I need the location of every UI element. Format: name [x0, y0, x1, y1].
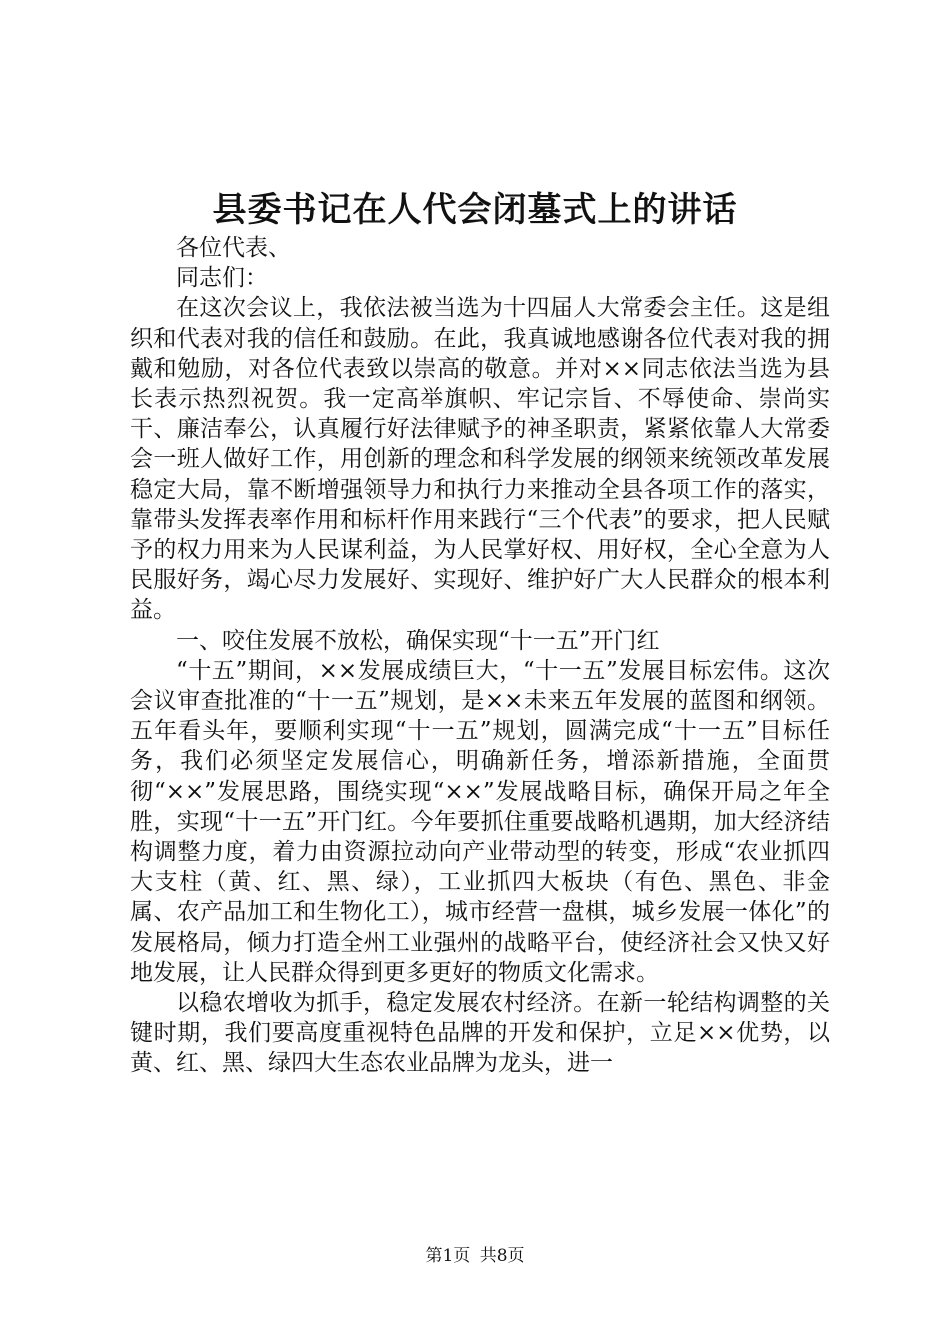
document-body	[130, 233, 830, 1079]
salutation-line-1: 各位代表、	[176, 235, 291, 261]
page-footer	[0, 1244, 950, 1268]
salutation-line-2: 同志们：	[176, 265, 268, 292]
page-number: 第1页	[425, 1246, 471, 1266]
paragraph-opening: 在这次会议上，我依法被当选为十四届人大常委会主任。这是组织和代表对我的信任和鼓励。在此，我真诚地感谢各位代表对我的拥戴和勉励，对各位代表致以崇高的敬意。并对××同志依法当选为县长表示热烈祝贺。我一定高举旗帜、牢记宗旨、不辱使命、崇尚实干、廉洁奉公，认真履行好法律赋予的神圣职责，紧紧依靠人大常委会一班人做好工作，用创新的理念和科学发展的纲领来统领改革发展稳定大局，靠不断增强领导力和执行力来推动全县各项工作的落实，靠带头发挥表率作用和标杆作用来践行“三个代表”的要求，把人民赋予的权力用来为人民谋利益，为人民掌好权、用好权，全心全意为人民服好务，竭心尽力发展好、实现好、维护好广大人民群众的根本利益。	[130, 295, 830, 624]
page-total: 共8页	[479, 1246, 525, 1266]
section-heading-1: 一、咬住发展不放松，确保实现“十一五”开门红	[176, 627, 660, 654]
paragraph-agriculture: 以稳农增收为抓手，稳定发展农村经济。在新一轮结构调整的关键时期，我们要高度重视特色品牌的开发和保护，立足××优势，以黄、红、黑、绿四大生态农业品牌为龙头，进一	[130, 990, 830, 1077]
document-title: 县委书记在人代会闭墓式上的讲话	[212, 190, 738, 230]
paragraph-section-1: “十五”期间，××发展成绩巨大，“十一五”发展目标宏伟。这次会议审查批准的“十一五”规划，是××未来五年发展的蓝图和纲领。五年看头年，要顺利实现“十一五”规划，圆满完成“十一五”目标任务，我们必须坚定发展信心，明确新任务，增添新措施，全面贯彻“××”发展思路，围绕实现“××”发展战略目标，确保开局之年全胜，实现“十一五”开门红。今年要抓住重要战略机遇期，加大经济结构调整力度，着力由资源拉动向产业带动型的转变，形成“农业抓四大支柱（黄、红、黑、绿），工业抓四大板块（有色、黑色、非金属、农产品加工和生物化工），城市经营一盘棋，城乡发展一体化”的发展格局，倾力打造全州工业强州的战略平台，使经济社会又快又好地发展，让人民群众得到更多更好的物质文化需求。	[130, 657, 830, 986]
